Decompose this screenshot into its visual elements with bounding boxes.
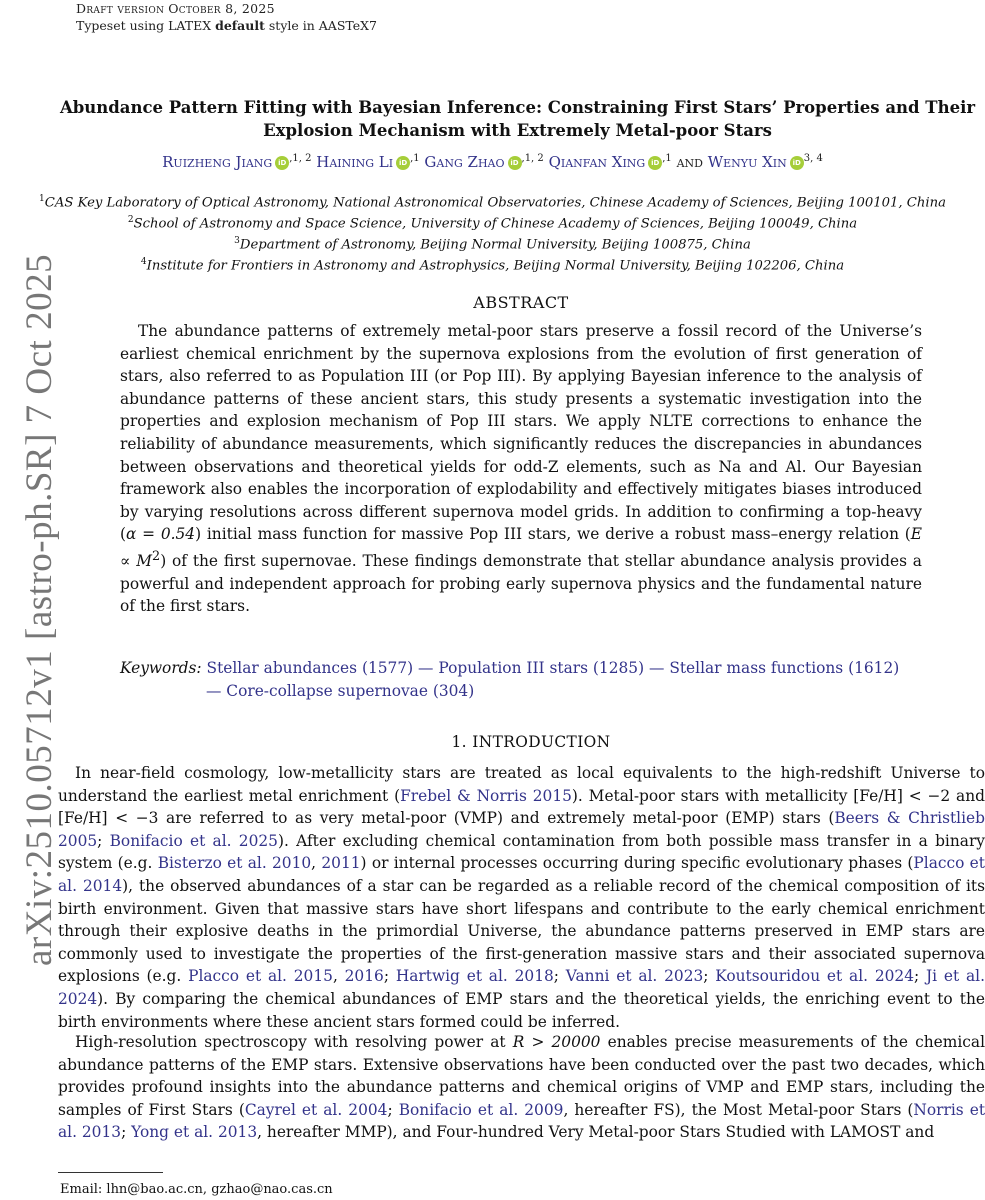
affiliation-text: Department of Astronomy, Beijing Normal University, Beijing 100875, China — [239, 237, 751, 253]
citation-link[interactable]: 2011 — [321, 854, 361, 873]
body-text: , hereafter FS), the Most Metal-poor Stars ( — [563, 1100, 914, 1119]
arxiv-stamp[interactable]: arXiv:2510.05712v1 [astro-ph.SR] 7 Oct 2025 — [19, 253, 60, 966]
author-affil: ,1, 2 — [289, 153, 312, 164]
keyword-separator: — — [649, 659, 665, 677]
email-label: Email: — [60, 1182, 103, 1197]
intro-paragraph: In near-field cosmology, low-metallicity stars are treated as local equivalents to the high-redshift Universe to understand the earliest metal enrichment (Frebel & Norris 2015). Metal-poor stars with metallicity [Fe/H] < −2 and [Fe/H] < −3 are referred to as very metal-poor (VMP) and extremely metal-poor (EMP) stars (Beers & Christlieb 2005; Bonifacio et al. 2025). After excluding chemical contamination from both possible mass transfer in a binary system (e.g. Bisterzo et al. 2010, 2011) or internal processes occurring during specific evolutionary phases (Placco et al. 2014), the observed abundances of a star can be regarded as a reliable record of the chemical composition of its birth environment. Given that massive stars have short lifespans and contribute to the early chemical enrichment through their explosive deaths in the primordial Universe, the abundance patterns preserved in EMP stars are commonly used to investigate the properties of the first-generation massive stars and their associated supernova explosions (e.g. Placco et al. 2015, 2016; Hartwig et al. 2018; Vanni et al. 2023; Koutsouridou et al. 2024; Ji et al. 2024). By comparing the chemical abundances of EMP stars and the theoretical yields, the enriching event to the birth environments where these ancient stars formed could be inferred. — [58, 764, 985, 1031]
citation-link[interactable]: Bonifacio et al. 2009 — [398, 1100, 564, 1119]
orcid-icon[interactable]: iD — [396, 156, 410, 170]
author-affil: ,1, 2 — [521, 153, 544, 164]
citation-link[interactable]: Beers & Christlieb 2005 — [58, 809, 985, 850]
author-list — [0, 153, 985, 171]
keywords-label: Keywords: — [120, 659, 202, 677]
body-text: ). Metal-poor stars with metallicity [Fe/H] < −2 and [Fe/H] < −3 are referred to as very metal-poor (VMP) and extremely metal-poor (EMP) stars ( — [58, 786, 985, 828]
typeset-style: default — [215, 18, 265, 33]
keywords-line — [120, 680, 930, 703]
author-affil: 3, 4 — [803, 153, 823, 164]
typeset-post: style in AASTeX7 — [268, 18, 377, 33]
keyword-separator: — — [418, 659, 434, 677]
orcid-icon[interactable]: iD — [508, 156, 522, 170]
body-text: ). By comparing the chemical abundances of EMP stars and the theoretical yields, the enriching event to the birth environments where these ancient stars formed could be inferred. — [58, 989, 985, 1031]
footnote-rule — [58, 1172, 163, 1173]
body-text: enables precise measurements of the chemical abundance patterns of the EMP stars. Extensive observations have been conducted over the past two decades, which provides profound insights into the abundance patterns and chemical origins of VMP and EMP stars, including the samples of First Stars ( — [58, 1033, 985, 1119]
citation-link[interactable]: 2016 — [344, 967, 384, 986]
keywords — [120, 657, 930, 702]
affiliation — [0, 252, 985, 276]
keywords-line — [120, 657, 930, 680]
body-text: ) or internal processes occurring during specific evolutionary phases ( — [360, 854, 914, 873]
abstract-heading: ABSTRACT — [473, 293, 569, 312]
author-affil: ,1 — [410, 153, 420, 164]
affiliation-text: School of Astronomy and Space Science, University of Chinese Academy of Sciences, Beijing 100049, China — [133, 216, 858, 232]
footnote-email — [60, 1182, 333, 1197]
abstract-body — [120, 320, 922, 618]
body-text: High-resolution spectroscopy with resolving power at — [75, 1033, 513, 1051]
orcid-icon[interactable]: iD — [648, 156, 662, 170]
keyword-link[interactable]: Population III stars (1285) — [438, 659, 645, 677]
citation-link[interactable]: Frebel & Norris 2015 — [400, 786, 572, 805]
citation-link[interactable]: Bonifacio et al. 2025 — [109, 831, 278, 850]
abstract-text: The abundance patterns of extremely metal-poor stars preserve a fossil record of the Universe’s earliest chemical enrichment by the supernova explosions from the evolution of first generation of stars, also referred to as Population III (or Pop III). By applying Bayesian inference to the analysis of abundance patterns of these ancient stars, this study presents a systematic investigation into the properties and explosion mechanism of Pop III stars. We apply NLTE corrections to enhance the reliability of abundance measurements, which significantly reduces the discrepancies in abundances between observations and theoretical yields for odd-Z elements, such as Na and Al. Our Bayesian framework also enables the incorporation of explodability and effectively mitigates biases introduced by varying resolutions across different supernova model grids. In addition to confirming a top-heavy ( — [120, 322, 922, 544]
running-header — [76, 0, 377, 34]
keyword-separator: — — [206, 681, 222, 700]
typeset-line — [76, 17, 377, 34]
body-text: , hereafter MMP), and Four-hundred Very Metal-poor Stars Studied with LAMOST and — [257, 1123, 935, 1142]
citation-link[interactable]: Koutsouridou et al. 2024 — [715, 967, 914, 986]
citation-link[interactable]: Yong et al. 2013 — [131, 1123, 258, 1142]
authors-and: and — [676, 153, 703, 171]
author-name[interactable]: Haining Li — [316, 153, 394, 171]
author-name[interactable]: Gang Zhao — [424, 153, 505, 171]
citation-link[interactable]: Norris et al. 2013 — [58, 1100, 985, 1142]
inline-math: R > 20000 — [512, 1033, 601, 1051]
author-name[interactable]: Ruizheng Jiang — [162, 153, 273, 171]
email-addresses[interactable]: lhn@bao.ac.cn, gzhao@nao.cas.cn — [106, 1182, 333, 1197]
keyword-link[interactable]: Stellar mass functions (1612) — [669, 659, 900, 677]
citation-link[interactable]: Placco et al. 2014 — [58, 854, 985, 895]
abstract-math: 2 — [152, 548, 161, 564]
body-text: In near-field cosmology, low-metallicity stars are treated as local equivalents to the high-redshift Universe to understand the earliest metal enrichment ( — [58, 764, 985, 805]
body-text: ), the observed abundances of a star can be regarded as a reliable record of the chemical composition of its birth environment. Given that massive stars have short lifespans and contribute to the early chemical enrichment through their explosive deaths in the primordial Universe, the abundance patterns preserved in EMP stars are commonly used to investigate the properties of the first-generation massive stars and their associated supernova explosions (e.g. — [58, 876, 985, 986]
section-number: 1. — [451, 733, 467, 751]
keyword-link[interactable]: Stellar abundances (1577) — [206, 659, 414, 677]
section-title: INTRODUCTION — [472, 733, 611, 751]
orcid-icon[interactable]: iD — [790, 156, 804, 170]
affiliation-number: 2 — [127, 215, 134, 225]
typeset-pre: Typeset using — [76, 18, 165, 33]
citation-link[interactable]: Hartwig et al. 2018 — [395, 967, 554, 986]
abstract-text: ) initial mass function for massive Pop III stars, we derive a robust mass–energy relation ( — [195, 525, 911, 544]
orcid-icon[interactable]: iD — [275, 156, 289, 170]
intro-paragraph: High-resolution spectroscopy with resolving power at R > 20000 enables precise measurements of the chemical abundance patterns of the EMP stars. Extensive observations have been conducted over the past two decades, which provides profound insights into the abundance patterns and chemical origins of VMP and EMP stars, including the samples of First Stars (Cayrel et al. 2004; Bonifacio et al. 2009, hereafter FS), the Most Metal-poor Stars (Norris et al. 2013; Yong et al. 2013, hereafter MMP), and Four-hundred Very Metal-poor Stars Studied with LAMOST and — [58, 1033, 985, 1142]
affiliation-number: 4 — [140, 257, 147, 267]
abstract-math: E ∝ M — [120, 525, 922, 571]
author-affil: ,1 — [662, 153, 672, 164]
affiliation-text: CAS Key Laboratory of Optical Astronomy, National Astronomical Observatories, Chinese Academy of Sciences, Beijing 100101, China — [44, 195, 946, 211]
affiliation-text: Institute for Frontiers in Astronomy and Astrophysics, Beijing Normal University, Beijing 102206, China — [146, 258, 845, 274]
keyword-link[interactable]: Core-collapse supernovae (304) — [226, 681, 475, 700]
affiliation-number: 1 — [39, 194, 45, 204]
citation-link[interactable]: Vanni et al. 2023 — [565, 967, 704, 986]
author-name[interactable]: Qianfan Xing — [548, 153, 646, 171]
paper-title: Abundance Pattern Fitting with Bayesian Inference: Constraining First Stars’ Properties and Their Explosion Mechanism with Extremely Metal-poor Stars — [59, 98, 976, 140]
section-heading — [0, 733, 985, 751]
draft-line — [76, 0, 377, 17]
abstract-math: α = 0.54 — [126, 525, 196, 544]
citation-link[interactable]: Placco et al. 2015 — [188, 967, 333, 986]
draft-label: Draft version — [76, 1, 165, 16]
citation-link[interactable]: Ji et al. 2024 — [58, 967, 985, 1008]
affiliation-number: 3 — [234, 236, 240, 246]
body-text: ). After excluding chemical contamination from both possible mass transfer in a binary system (e.g. — [58, 831, 985, 873]
abstract-text: ) of the first supernovae. These findings demonstrate that stellar abundance analysis provides a powerful and independent approach for probing early supernova physics and the fundamental nature of the first stars. — [120, 552, 922, 616]
latex-logo: LATEX — [168, 18, 212, 33]
author-name[interactable]: Wenyu Xin — [707, 153, 787, 171]
citation-link[interactable]: Cayrel et al. 2004 — [244, 1100, 388, 1119]
draft-date: October 8, 2025 — [168, 1, 275, 16]
citation-link[interactable]: Bisterzo et al. 2010 — [157, 854, 312, 873]
